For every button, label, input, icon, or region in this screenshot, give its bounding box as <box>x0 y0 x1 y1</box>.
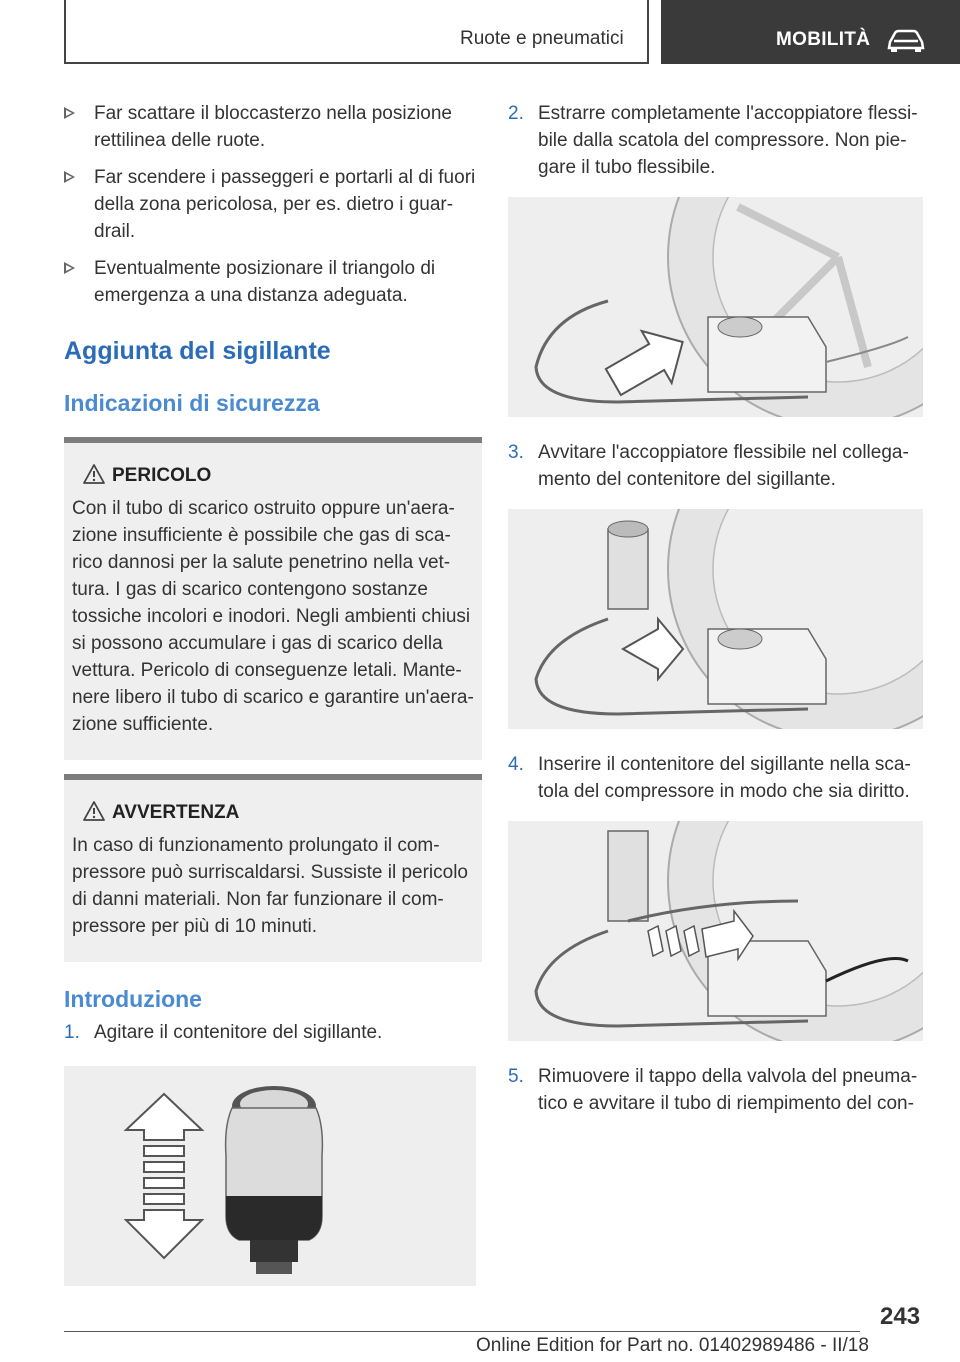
step-number: 1. <box>64 1022 80 1043</box>
list-item: Far scendere i passeggeri e portarli al di fuori della zona pericolosa, per es. dietro i guar-drail. <box>64 164 482 245</box>
insert-bottle-illustration <box>508 821 923 1041</box>
danger-box <box>64 437 482 760</box>
connect-bottle-illustration <box>508 509 923 729</box>
bullet-triangle-icon <box>64 262 75 274</box>
header-separator <box>647 0 649 64</box>
figure-connect-bottle <box>508 509 923 729</box>
step-1 <box>64 1019 482 1046</box>
step-4 <box>508 751 924 805</box>
step-number: 2. <box>508 103 524 124</box>
step-3 <box>508 439 924 493</box>
danger-text: Con il tubo di scarico ostruito oppure un'aera-zione insufficiente è possibile che gas di sca-rico dannosi per la salute penetrino nella vet-tura. I gas di scarico contengono sostanze tossiche incolori e inodori. Negli ambienti chiusi si possono accumulare i gas di scarico della vettura. Pericolo di conseguenze letali. Mante-nere libero il tubo di scarico e garantire un'aera-zione sufficiente. <box>72 498 474 735</box>
step-2 <box>508 100 924 181</box>
extract-hose-illustration <box>508 197 923 417</box>
warning-triangle-icon <box>82 800 106 822</box>
header-bottom-rule <box>64 62 649 64</box>
header-left-rule <box>64 0 66 64</box>
list-item: Eventualmente posizionare il triangolo di emergenza a una distanza adeguata. <box>64 255 482 309</box>
footer-edition: Online Edition for Part no. 01402989486 - II/18 <box>476 1335 869 1356</box>
figure-shake-bottle <box>64 1066 476 1286</box>
warning-triangle-icon <box>82 463 106 485</box>
car-icon <box>886 28 926 54</box>
figure-insert-bottle <box>508 821 923 1041</box>
bullet-triangle-icon <box>64 171 75 183</box>
step-text: Estrarre completamente l'accoppiatore flessi-bile dalla scatola del compressore. Non pie-gare il tubo flessibile. <box>538 103 918 178</box>
figure-extract-hose <box>508 197 923 417</box>
header-section-title: Ruote e pneumatici <box>460 28 624 49</box>
page-number: 243 <box>880 1303 921 1330</box>
danger-title: PERICOLO <box>72 465 474 487</box>
warning-box <box>64 774 482 962</box>
intro-subheading: Introduzione <box>64 986 202 1012</box>
step-text: Rimuovere il tappo della valvola del pneuma-tico e avvitare il tubo di riempimento del con- <box>538 1066 918 1114</box>
shake-bottle-illustration <box>64 1066 476 1286</box>
step-text: Agitare il contenitore del sigillante. <box>94 1022 383 1043</box>
warning-text: In caso di funzionamento prolungato il com-pressore può surriscaldarsi. Sussiste il pericolo di danni materiali. Non far funzionare il com-pressore per più di 10 minuti. <box>72 835 468 937</box>
right-column <box>508 100 924 1117</box>
safety-subheading: Indicazioni di sicurezza <box>64 390 320 416</box>
step-number: 3. <box>508 442 524 463</box>
header-chapter-title: MOBILITÀ <box>776 29 871 50</box>
list-item: Far scattare il bloccasterzo nella posizione rettilinea delle ruote. <box>64 100 482 154</box>
bullet-triangle-icon <box>64 107 75 119</box>
warning-title: AVVERTENZA <box>72 802 474 824</box>
section-heading: Aggiunta del sigillante <box>64 337 331 365</box>
step-text: Inserire il contenitore del sigillante nella sca-tola del compressore in modo che sia diritto. <box>538 754 911 802</box>
left-column <box>64 100 482 1286</box>
footer-rule <box>64 1331 860 1332</box>
step-5 <box>508 1063 924 1117</box>
step-number: 5. <box>508 1066 524 1087</box>
step-text: Avvitare l'accoppiatore flessibile nel collega-mento del contenitore del sigillante. <box>538 442 909 490</box>
step-number: 4. <box>508 754 524 775</box>
